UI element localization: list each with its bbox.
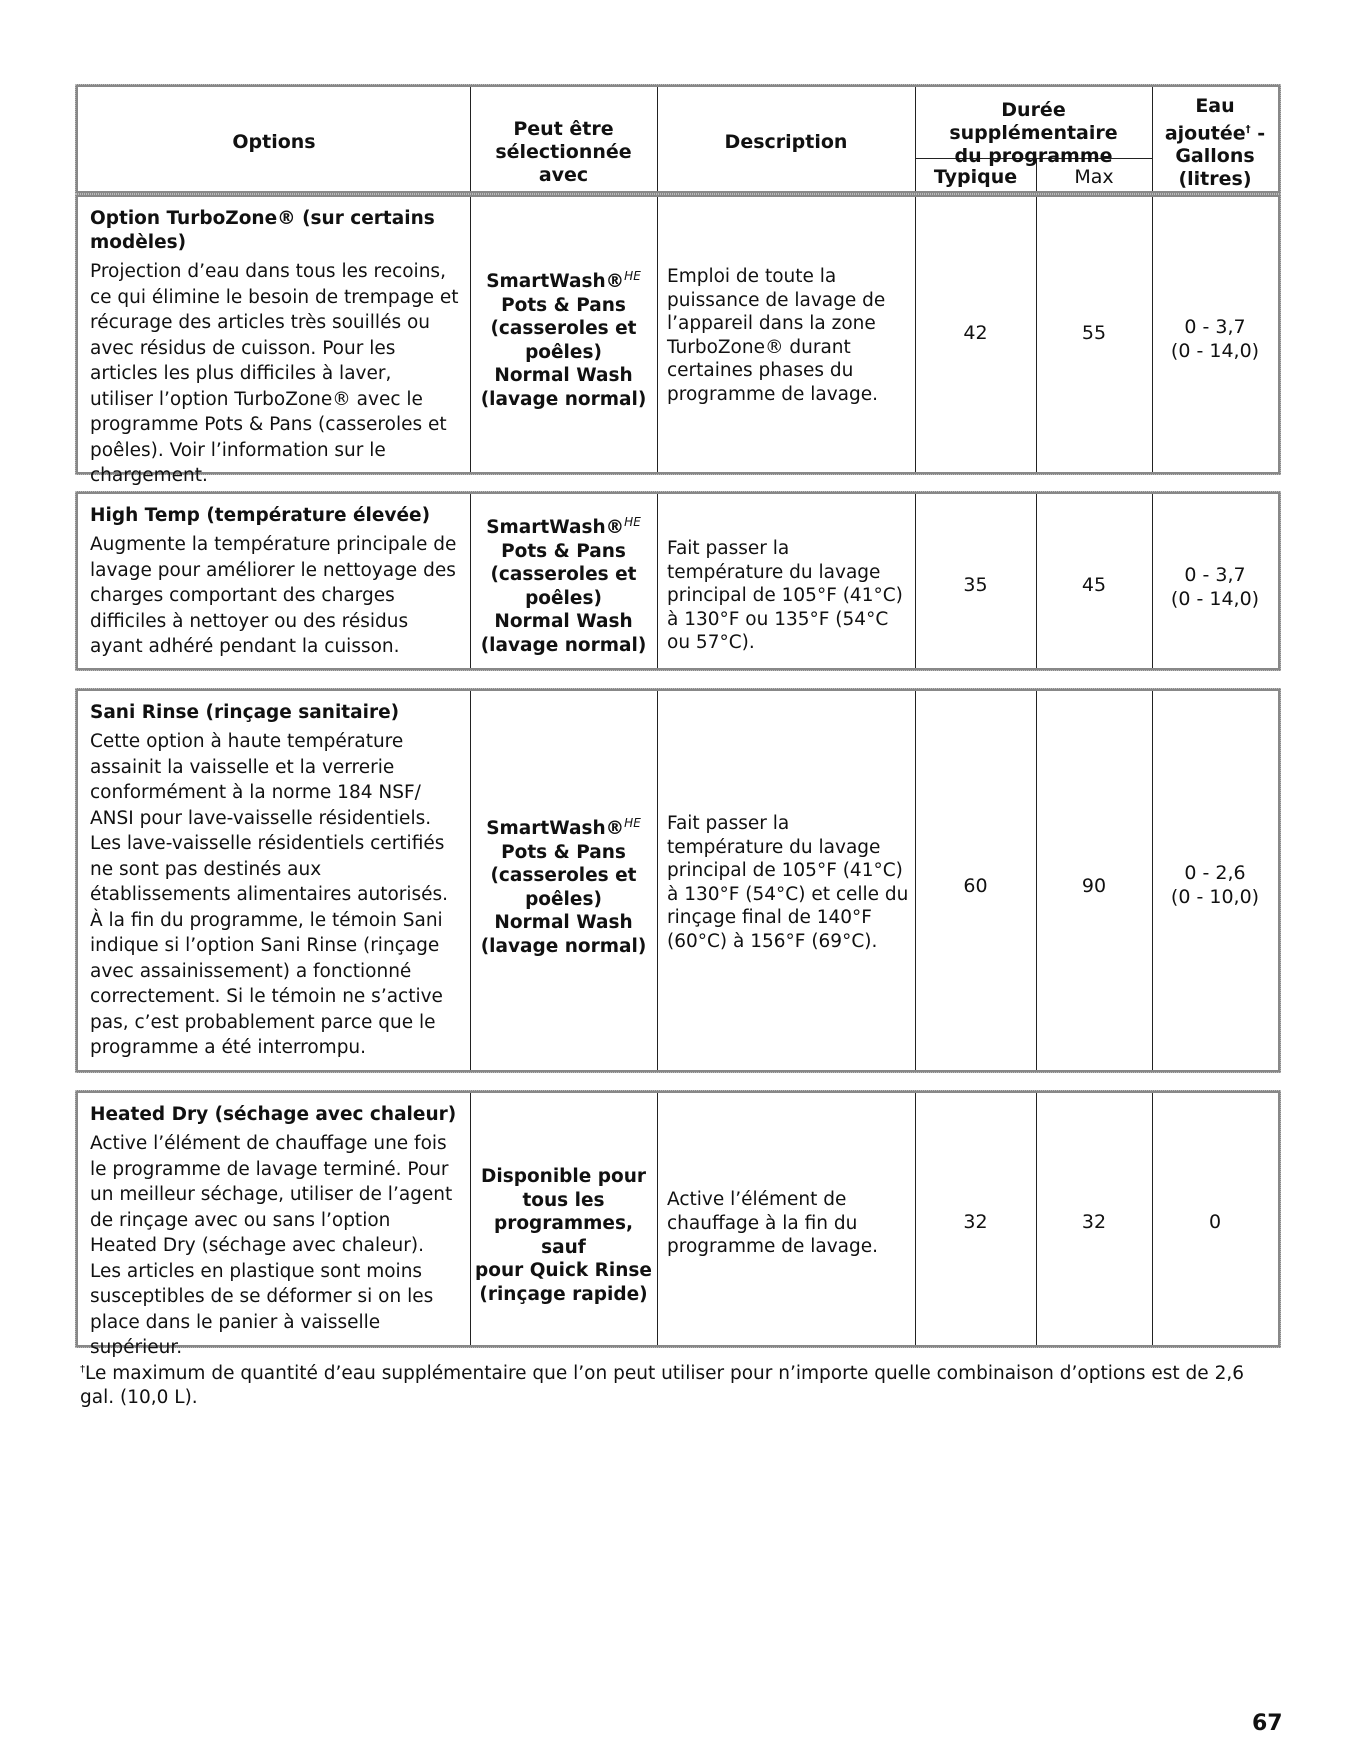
- typical-cell: [915, 691, 1036, 1070]
- water-value-litres: (0 - 14,0): [1170, 588, 1260, 610]
- description-text: Active l’élément de chauffage à la fin du programme de lavage.: [667, 1189, 879, 1257]
- selectable-item: Pots & Pans: [501, 841, 626, 863]
- option-title: High Temp (température élevée): [90, 505, 431, 526]
- description-text: Emploi de toute la puissance de lavage de l’appareil dans la zone TurboZone® durant certaines phases du programme de lavage.: [667, 266, 886, 405]
- selectable-item: (lavage normal): [480, 634, 647, 656]
- header-water-l3: Gallons: [1175, 145, 1255, 168]
- selectable-list: [470, 1165, 657, 1306]
- header-description-label: Description: [724, 131, 848, 153]
- selectable-list: [470, 812, 657, 958]
- selectable-cell: [470, 691, 657, 1070]
- max-value: 32: [1081, 1211, 1107, 1233]
- water-cell: [1152, 197, 1278, 472]
- header-typical-label: Typique: [933, 166, 1018, 188]
- option-description: Augmente la température principale de lavage pour améliorer le nettoyage des charges comportant des charges difficiles à nettoyer ou des résidus ayant adhéré pendant la cuisson.: [90, 534, 457, 657]
- option-title: Sani Rinse (rinçage sanitaire): [90, 702, 400, 723]
- header-water: [1152, 87, 1278, 191]
- selectable-item: poêles): [525, 341, 602, 363]
- description-cell: [657, 691, 915, 1070]
- description-text: Fait passer la température du lavage principal de 105°F (41°C) à 130°F ou 135°F (54°C ou 57°C).: [667, 538, 903, 653]
- option-row-sani-rinse: [75, 688, 1281, 1073]
- max-cell: [1036, 197, 1152, 472]
- selectable-item: pour Quick Rinse: [475, 1260, 652, 1281]
- option-row-heated-dry: [75, 1090, 1281, 1358]
- footnote-dagger: †: [80, 1364, 85, 1375]
- option-cell: [78, 691, 470, 1070]
- header-typical: [915, 87, 1036, 191]
- selectable-item: Normal Wash: [494, 912, 633, 934]
- description-text: Fait passer la température du lavage principal de 105°F (41°C) à 130°F (54°C) et celle du rinçage final de 140°F (60°C) à 156°F (69°C).: [667, 813, 909, 952]
- footnote: [80, 1358, 1280, 1410]
- typical-cell: [915, 494, 1036, 668]
- typical-value: 35: [963, 574, 988, 596]
- option-row-turbozone: [75, 194, 1281, 486]
- typical-cell: [915, 197, 1036, 472]
- header-max-label: Max: [1074, 166, 1114, 188]
- header-selectable-l2: sélectionnée avec: [495, 141, 632, 186]
- description-cell: [657, 197, 915, 472]
- header-options-label: Options: [232, 131, 316, 153]
- header-water-l2: ajoutée† -: [1164, 122, 1266, 145]
- selectable-cell: [470, 197, 657, 472]
- water-value: 0 - 2,6: [1184, 862, 1246, 884]
- selectable-cell: [470, 494, 657, 668]
- max-value: 90: [1081, 875, 1107, 897]
- selectable-item: SmartWash®$^{HE}$: [486, 515, 641, 539]
- description-cell: [657, 1093, 915, 1345]
- header-selectable-l1: Peut être: [513, 118, 614, 140]
- option-cell: [78, 494, 470, 668]
- typical-value: 42: [963, 322, 988, 344]
- header-max: [1036, 87, 1152, 191]
- header-duration-l1: Durée supplémentaire: [949, 99, 1118, 144]
- page-number: 67: [1252, 1711, 1283, 1736]
- water-value-litres: (0 - 10,0): [1170, 886, 1260, 908]
- selectable-item: poêles): [525, 888, 602, 910]
- selectable-list: [470, 511, 657, 657]
- max-cell: [1036, 1093, 1152, 1345]
- footnote-text: Le maximum de quantité d’eau supplémentaire que l’on peut utiliser pour n’importe quelle combinaison d’options est de 2,6 gal. (10,0 L).: [80, 1363, 1244, 1409]
- max-value: 55: [1081, 322, 1107, 344]
- water-value-litres: (0 - 14,0): [1170, 340, 1260, 362]
- selectable-item: (casseroles et: [490, 318, 637, 340]
- header-options: [78, 87, 470, 191]
- max-cell: [1036, 494, 1152, 668]
- selectable-item: Disponible pour: [481, 1166, 646, 1187]
- option-row-high-temp: [75, 491, 1281, 671]
- selectable-item: SmartWash®$^{HE}$: [486, 269, 641, 293]
- water-cell: [1152, 691, 1278, 1070]
- selectable-item: SmartWash®$^{HE}$: [486, 816, 641, 840]
- selectable-list: [470, 265, 657, 411]
- selectable-item: Normal Wash: [494, 611, 633, 633]
- header-water-l1: Eau: [1195, 95, 1235, 117]
- option-title: Option TurboZone® (sur certains modèles): [90, 208, 435, 253]
- typical-value: 32: [963, 1211, 988, 1233]
- option-cell: [78, 197, 470, 486]
- water-value: 0 - 3,7: [1184, 316, 1246, 338]
- selectable-item: (rinçage rapide): [479, 1283, 648, 1305]
- table-header: [75, 84, 1281, 194]
- water-value: 0 - 3,7: [1184, 564, 1246, 586]
- selectable-item: Pots & Pans: [501, 294, 626, 316]
- selectable-item: (lavage normal): [480, 935, 647, 957]
- max-value: 45: [1081, 574, 1107, 596]
- selectable-item: programmes, sauf: [493, 1213, 634, 1258]
- water-value: 0: [1208, 1211, 1222, 1233]
- selectable-item: (casseroles et: [490, 865, 637, 887]
- header-selectable: [470, 87, 657, 191]
- water-cell: [1152, 494, 1278, 668]
- header-description: [657, 87, 915, 191]
- selectable-item: Pots & Pans: [501, 540, 626, 562]
- typical-cell: [915, 1093, 1036, 1345]
- header-duration-l2: du programme: [954, 145, 1113, 167]
- description-cell: [657, 494, 915, 668]
- option-cell: [78, 1093, 470, 1358]
- option-description: Active l’élément de chauffage une fois le programme de lavage terminé. Pour un meilleur séchage, utiliser de l’agent de rinçage avec ou sans l’option Heated Dry (séchage avec chaleur). Les articles en plastique sont moins susceptibles de se déformer si on les place dans le panier à vaisselle supérieur.: [90, 1133, 453, 1358]
- selectable-item: tous les: [522, 1189, 605, 1211]
- option-title: Heated Dry (séchage avec chaleur): [90, 1104, 457, 1125]
- selectable-cell: [470, 1093, 657, 1345]
- header-water-l4: (litres): [1178, 168, 1252, 191]
- typical-value: 60: [963, 875, 988, 897]
- selectable-item: Normal Wash: [494, 365, 633, 387]
- selectable-item: (casseroles et: [490, 564, 637, 586]
- max-cell: [1036, 691, 1152, 1070]
- option-description: Cette option à haute température assainit la vaisselle et la verrerie conformément à la norme 184 NSF/ ANSI pour lave-vaisselle résidentiels. Les lave-vaisselle résidentiels certifiés ne sont pas destinés aux établissements alimentaires autorisés. À la fin du programme, le témoin Sani indique si l’option Sani Rinse (rinçage avec assainissement) a fonctionné correctement. Si le témoin ne s’active pas, c’est probablement parce que le programme a été interrompu.: [90, 731, 449, 1058]
- selectable-item: (lavage normal): [480, 388, 647, 410]
- selectable-item: poêles): [525, 587, 602, 609]
- water-cell: [1152, 1093, 1278, 1345]
- option-description: Projection d’eau dans tous les recoins, ce qui élimine le besoin de trempage et récurage des articles très souillés ou avec résidus de cuisson. Pour les articles les plus difficiles à laver, utiliser l’option TurboZone® avec le programme Pots & Pans (casseroles et poêles). Voir l’information sur le chargement.: [90, 261, 459, 486]
